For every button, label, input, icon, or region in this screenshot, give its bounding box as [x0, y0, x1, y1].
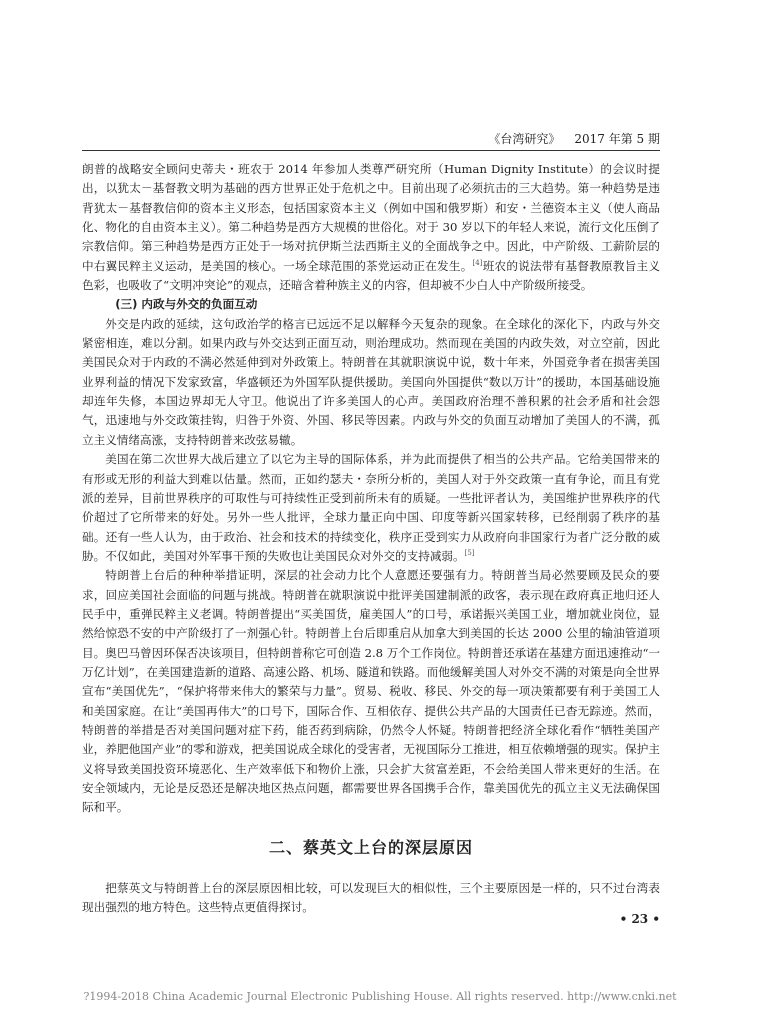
- paragraph-3: 美国在第二次世界大战后建立了以它为主导的国际体系，并为此而提供了相当的公共产品。它给美国带来的有形或无形的利益大到难以估量。然而，正如约瑟夫・奈所分析的，美国人对于外交政策一直有争论，而且有党派的差异，目前世界秩序的可取性与可持续性正受到前所未有的质疑。一些批评者认为，美国维护世界秩序的代价超过了它所带来的好处。另外一些人批评，全球力量正向中国、印度等新兴国家转移，已经削弱了秩序的基础。还有一些人认为，由于政治、社会和技术的持续变化，秩序正受到实力从政府向非国家行为者广泛分散的威胁。不仅如此，美国对外军事干预的失败也让美国民众对外交的支持减弱。[5]: [82, 452, 660, 563]
- journal-name: 《台湾研究》: [488, 132, 561, 146]
- article-body: [82, 160, 660, 918]
- paragraph-5: 把蔡英文与特朗普上台的深层原因相比较，可以发现巨大的相似性，三个主要原因是一样的，只不过台湾表现出强烈的地方特色。这些特点更值得探讨。: [82, 881, 660, 915]
- journal-issue: 2017 年第 5 期: [574, 132, 660, 146]
- paragraph-4: 特朗普上台后的种种举措证明，深层的社会动力比个人意愿还要强有力。特朗普当局必然要顾及民众的要求，回应美国社会面临的问题与挑战。特朗普在就职演说中批评美国建制派的政客，表示现在政府真正地归还人民手中，重弹民粹主义老调。特朗普提出“买美国货，雇美国人”的口号，承诺振兴美国工业，增加就业岗位，显然给惊恐不安的中产阶级打了一剂强心针。特朗普上台后即重启从加拿大到美国的长达 2000 公里的输油管道项目。奥巴马曾因环保否决该项目，但特朗普称它可创造 2.8 万个工作岗位。特朗普还承诺在基建方面迅速推动“一万亿计划”，在美国建造新的道路、高速公路、机场、隧道和铁路。而他缓解美国人对外交不满的对策是向全世界宣布“美国优先”，“保护将带来伟大的繁荣与力量”。贸易、税收、移民、外交的每一项决策都要有利于美国工人和美国家庭。在让“美国再伟大”的口号下，国际合作、互相依存、提供公共产品的大国责任已杳无踪迹。然而，特朗普的举措是否对美国问题对症下药，能否药到病除，仍然令人怀疑。特朗普把经济全球化看作“牺牲美国产业，养肥他国产业”的零和游戏，把美国说成全球化的受害者，无视国际分工推进，相互依赖增强的现实。保护主义将导致美国投资环境恶化、生产效率低下和物价上涨，只会扩大贫富差距，不会给美国人带来更好的生活。在安全领域内，无论是反恐还是解决地区热点问题，都需要世界各国携手合作，靠美国优先的孤立主义无法确保国际和平。: [82, 568, 660, 815]
- running-header: [474, 130, 660, 147]
- page-number: • 23 •: [619, 912, 660, 926]
- paragraph-1: 朗普的战略安全顾问史蒂夫・班农于 2014 年参加人类尊严研究所（Human Dignity Institute）的会议时提出，以犹太－基督教文明为基础的西方世界正处于危机之中。目前出现了必须抗击的三大趋势。第一种趋势是违背犹太－基督教信仰的资本主义形态，包括国家资本主义（例如中国和俄罗斯）和安・兰德资本主义（使人商品化、物化的自由资本主义）。第二种趋势是西方大规模的世俗化。对于 30 岁以下的年轻人来说，流行文化压倒了宗教信仰。第三种趋势是西方正处于一场对抗伊斯兰法西斯主义的全面战争之中。因此，中产阶级、工薪阶层的中右翼民粹主义运动，是美国的核心。一场全球范围的茶党运动正在发生。[4]班农的说法带有基督教原教旨主义色彩，也吸收了“文明冲突论”的观点，还暗含着种族主义的内容，但却被不少白人中产阶级所接受。: [82, 162, 660, 293]
- citation-4[interactable]: [4]: [472, 258, 483, 267]
- paragraph-2: 外交是内政的延续，这句政治学的格言已远远不足以解释今天复杂的现象。在全球化的深化下，内政与外交紧密相连，难以分割。如果内政与外交达到正面互动，则治理成功。然而现在美国的内政失效，对立空前，因此美国民众对于内政的不满必然延伸到对外政策上。特朗普在其就职演说中说，数十年来，外国竞争者在损害美国业界利益的情况下发家致富，华盛顿还为外国军队提供援助。美国向外国提供“数以万计”的援助，本国基础设施却连年失修，本国边界却无人守卫。他说出了许多美国人的心声。美国政府治理不善积累的社会矛盾和社会怨气，迅速地与外交政策挂钩，归咎于外资、外国、移民等因素。内政与外交的负面互动增加了美国人的不满，孤立主义情绪高涨，支持特朗普来改弦易辙。: [82, 316, 660, 447]
- subsection-heading: (三) 内政与外交的负面互动: [115, 297, 258, 312]
- citation-5[interactable]: [5]: [464, 549, 475, 558]
- copyright-footer: ?1994-2018 China Academic Journal Electronic Publishing House. All rights reserved. http://www.cnki.net: [83, 990, 677, 1003]
- header-divider: [82, 150, 660, 151]
- section-heading: 二、蔡英文上台的深层原因: [268, 837, 473, 857]
